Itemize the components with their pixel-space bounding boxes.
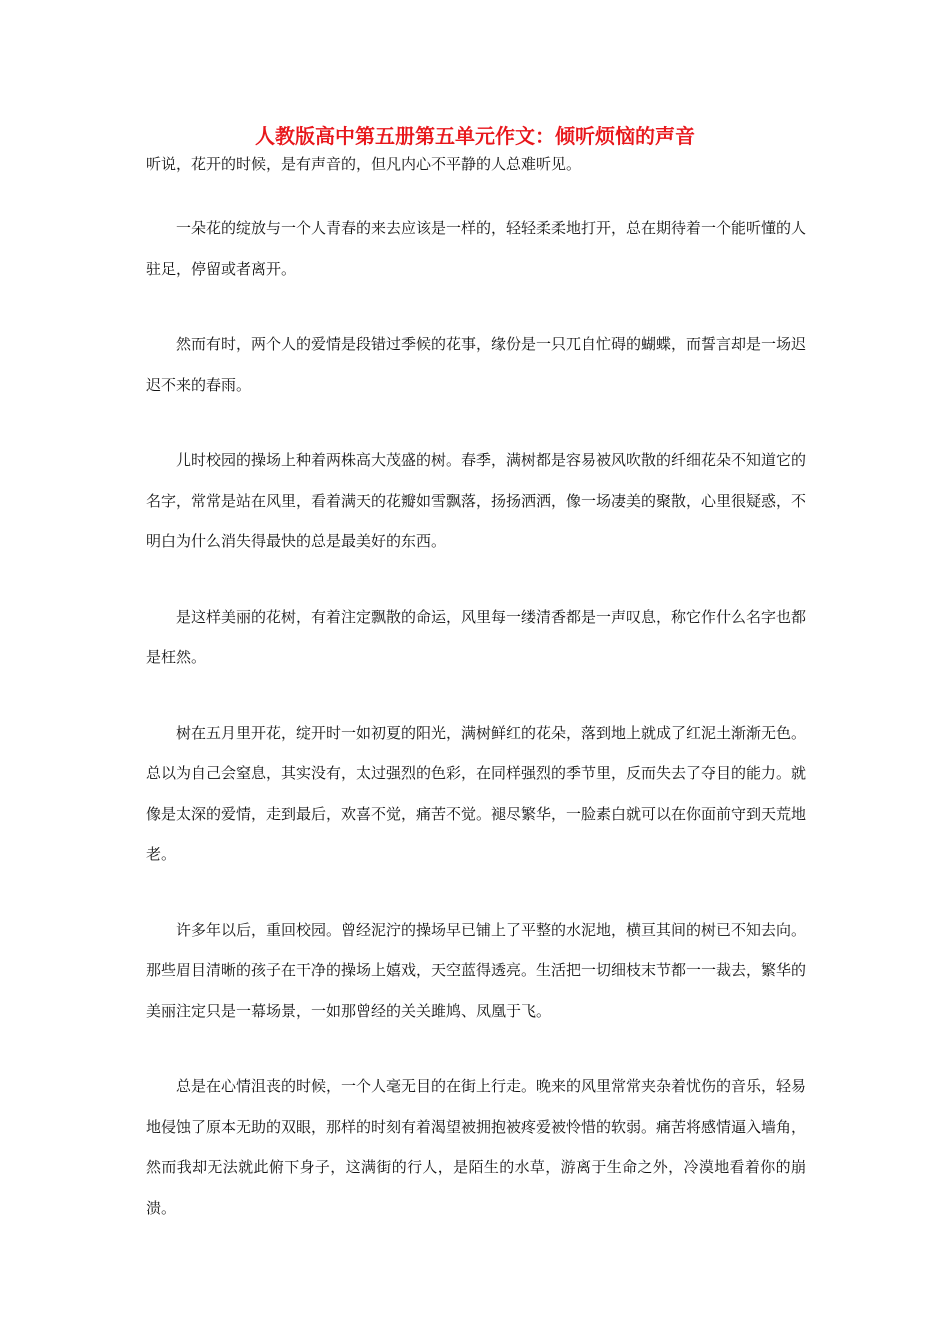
paragraph-5: 树在五月里开花，绽开时一如初夏的阳光，满树鲜红的花朵，落到地上就成了红泥土渐渐无色。总以为自己会窒息，其实没有，太过强烈的色彩，在同样强烈的季节里，反而失去了夺目的能力。就像是太深的爱情，走到最后，欢喜不觉，痛苦不觉。褪尽繁华，一脸素白就可以在你面前守到天荒地老。 — [146, 723, 807, 863]
paragraph-3: 儿时校园的操场上种着两株高大茂盛的树。春季，满树都是容易被风吹散的纤细花朵不知道它的名字，常常是站在风里，看着满天的花瓣如雪飘落，扬扬洒洒，像一场凄美的聚散，心里很疑惑，不明白为什么消失得最快的总是最美好的东西。 — [146, 451, 807, 550]
intro-paragraph: 听说，花开的时候，是有声音的，但凡内心不平静的人总难听见。 — [146, 155, 582, 173]
document-body — [146, 208, 806, 1263]
paragraph-2: 然而有时，两个人的爱情是段错过季候的花事，缘份是一只兀自忙碍的蝴蝶，而誓言却是一场迟迟不来的春雨。 — [146, 335, 807, 394]
paragraph-4: 是这样美丽的花树，有着注定飘散的命运，风里每一缕清香都是一声叹息，称它作什么名字也都是枉然。 — [146, 607, 807, 666]
paragraph-6: 许多年以后，重回校园。曾经泥泞的操场早已铺上了平整的水泥地，横亘其间的树已不知去向。那些眉目清晰的孩子在干净的操场上嬉戏，天空蓝得透亮。生活把一切细枝末节都一一裁去，繁华的美丽注定只是一幕场景，一如那曾经的关关雎鸠、凤凰于飞。 — [146, 920, 807, 1020]
paragraph-1: 一朵花的绽放与一个人青春的来去应该是一样的，轻轻柔柔地打开，总在期待着一个能听懂的人驻足，停留或者离开。 — [146, 219, 807, 278]
paragraph-7: 总是在心情沮丧的时候，一个人毫无目的在街上行走。晚来的风里常常夹杂着忧伤的音乐，轻易地侵蚀了原本无助的双眼，那样的时刻有着渴望被拥抱被疼爱被怜惜的软弱。痛苦将感情逼入墙角，然而我却无法就此俯下身子，这满街的行人，是陌生的水草，游离于生命之外，冷漠地看着你的崩溃。 — [146, 1077, 807, 1217]
document-title: 人教版高中第五册第五单元作文：倾听烦恼的声音 — [255, 124, 695, 148]
